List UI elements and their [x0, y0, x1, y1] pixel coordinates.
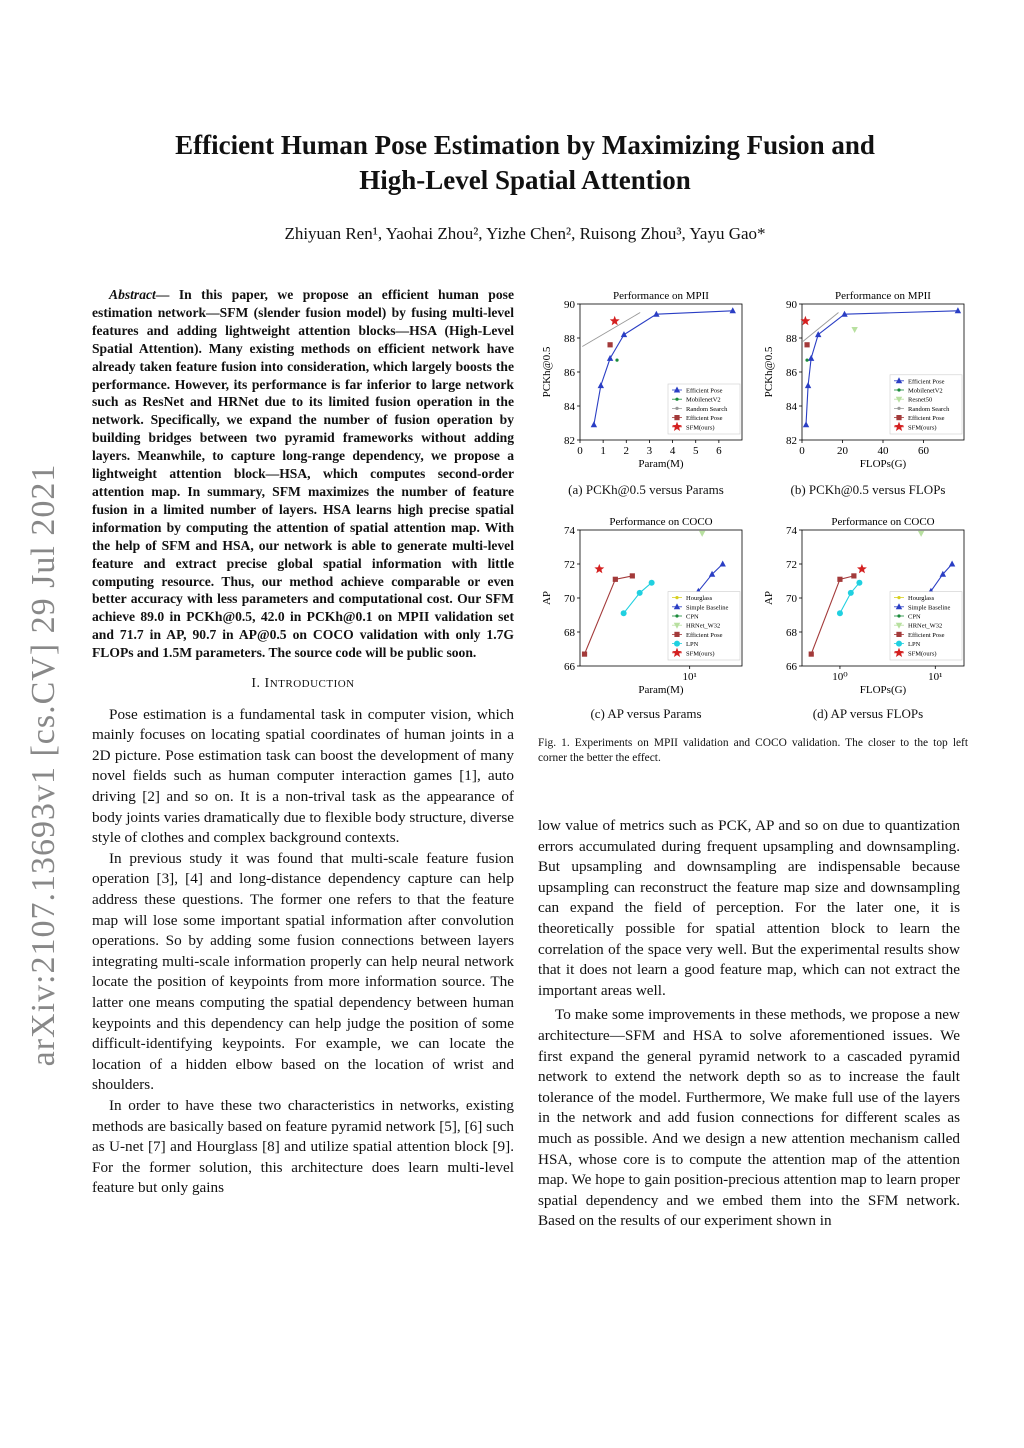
x-axis-label: FLOPs(G)	[859, 684, 907, 696]
abstract-label: Abstract—	[109, 287, 170, 302]
y-tick-label: 66	[564, 661, 575, 673]
data-point-efficient-pose	[730, 307, 736, 313]
y-axis-label: PCKh@0.5	[541, 346, 553, 398]
legend-entry: Simple Baseline	[908, 604, 951, 612]
right-paragraph-2: To make some improvements in these methods, we propose a new architecture—SFM and HSA to solve aforementioned issues. We first expand the general pyramid network to a cascaded pyramid network to extend the network depth so as to increase the fault tolerance of the model. Furthermore, We make full use of the layers in the network and add fusion connections for different scales as much as possible. And we design a new attention mechanism called HSA, whose core is to compute the attention map of the attention map. We hope to gain position-precious attention map to learn proper spatial dependency and we embed them into the SFM network. Based on the results of our experiment shown in	[538, 1006, 960, 1230]
legend-marker-lpn	[896, 641, 902, 647]
x-tick-label: 4	[669, 445, 676, 457]
right-column	[538, 816, 960, 1232]
data-point-efficient-pose	[591, 421, 597, 427]
data-point-lpn	[637, 590, 643, 596]
y-tick-label: 66	[786, 661, 797, 673]
legend-marker-mobilenetv2	[675, 398, 678, 401]
chart-title: Performance on MPII	[613, 290, 709, 302]
data-point-efficient-pose	[805, 382, 811, 388]
arxiv-stamp	[14, 460, 74, 1070]
series-line-lpn	[624, 583, 652, 614]
figure-1	[536, 286, 976, 766]
legend-marker-lpn	[674, 641, 680, 647]
data-point-efficient-pose	[804, 342, 809, 347]
x-axis-label: Param(M)	[638, 458, 684, 470]
paper-title	[100, 128, 950, 198]
legend-entry: Efficient Pose	[908, 631, 945, 639]
x-tick-label: 5	[692, 445, 699, 457]
chart-b	[758, 286, 978, 476]
legend-entry: SFM(ours)	[908, 650, 937, 658]
data-point-efficient-pose	[598, 382, 604, 388]
legend-entry: MobilenetV2	[908, 387, 943, 395]
data-point-efficient-pose	[607, 342, 612, 347]
y-tick-label: 82	[786, 435, 797, 447]
x-tick-label: 6	[716, 445, 722, 457]
legend-marker-cpn	[897, 614, 900, 617]
chart-title: Performance on COCO	[609, 516, 713, 528]
y-tick-label: 68	[564, 627, 575, 639]
data-point-lpn	[837, 610, 843, 616]
data-point-lpn	[649, 580, 655, 586]
left-column	[92, 286, 514, 1199]
legend-entry: Hourglass	[686, 595, 713, 603]
data-point-efficient-pose	[837, 577, 842, 582]
legend-entry: Efficient Pose	[686, 415, 723, 423]
data-point-mobilenetv2	[615, 359, 618, 362]
y-tick-label: 90	[564, 299, 575, 311]
legend-entry: CPN	[686, 613, 699, 621]
series-line-simple-baseline	[931, 564, 952, 591]
legend-marker-mobilenetv2	[897, 388, 900, 391]
section-title-initial: I	[264, 676, 270, 692]
legend-marker-efficient-pose	[674, 415, 679, 420]
legend-marker-random-search	[897, 407, 900, 410]
data-point-sfm-ours-	[610, 316, 620, 325]
data-point-efficient-pose	[803, 421, 809, 427]
legend-entry: SFM(ours)	[686, 650, 715, 658]
legend-entry: Simple Baseline	[686, 604, 729, 612]
y-tick-label: 86	[786, 367, 797, 379]
data-point-efficient-pose	[630, 573, 635, 578]
arxiv-id: arXiv:2107.13693v1 [cs.CV] 29 Jul 2021	[25, 463, 62, 1067]
y-axis-label: AP	[541, 590, 553, 606]
data-point-efficient-pose	[851, 573, 856, 578]
y-tick-label: 88	[786, 333, 797, 345]
legend-entry: Resnet50	[908, 396, 933, 404]
legend-entry: HRNet_W32	[908, 622, 943, 630]
legend-entry: LPN	[908, 641, 921, 649]
legend-marker-random-search	[675, 407, 678, 410]
figure-caption: Fig. 1. Experiments on MPII validation and COCO validation. The closer to the top left corner the better the effect.	[538, 737, 968, 764]
x-tick-label: 10¹	[928, 671, 943, 683]
x-axis-label: Param(M)	[638, 684, 684, 696]
legend-marker-hourglass	[675, 596, 678, 599]
legend-entry: Random Search	[686, 405, 728, 413]
chart-a	[536, 286, 756, 476]
y-tick-label: 84	[564, 401, 575, 413]
subcaption-d: (d) AP versus FLOPs	[812, 706, 924, 721]
x-tick-label: 40	[877, 445, 889, 457]
chart-c	[536, 512, 756, 702]
series-line-lpn	[840, 583, 860, 614]
data-point-efficient-pose	[815, 331, 821, 337]
legend-entry: SFM(ours)	[908, 424, 937, 432]
legend-entry: Efficient Pose	[686, 631, 723, 639]
x-tick-label: 60	[918, 445, 929, 457]
section-heading	[92, 674, 514, 695]
section-number: I.	[251, 676, 265, 692]
y-tick-label: 74	[786, 525, 797, 537]
legend-entry: Efficient Pose	[686, 387, 723, 395]
author-list: Zhiyuan Ren¹, Yaohai Zhou², Yizhe Chen², Ruisong Zhou³, Yayu Gao*	[284, 224, 766, 243]
data-point-lpn	[848, 590, 854, 596]
y-tick-label: 70	[564, 593, 575, 605]
y-axis-label: AP	[763, 590, 775, 606]
data-point-simple-baseline	[719, 561, 725, 567]
title-line-2: High-Level Spatial Attention	[359, 165, 691, 195]
data-point-efficient-pose	[582, 652, 587, 657]
legend-marker-efficient-pose	[896, 632, 901, 637]
data-point-lpn	[856, 580, 862, 586]
x-tick-label: 10¹	[682, 671, 697, 683]
subcaption-a: (a) PCKh@0.5 versus Params	[568, 482, 724, 497]
data-point-lpn	[621, 610, 627, 616]
subcaption-c: (c) AP versus Params	[590, 706, 702, 721]
data-point-efficient-pose	[607, 355, 613, 361]
left-paragraph-2: In previous study it was found that multi-scale feature fusion operation [3], [4] and long-distance dependency capture can help address these questions. The former one refers to that the feature map will lose some important spatial information after convolution operations. So by adding some fusion connections between layers integrating multi-scale information properly can help neural network locate the position of keypoints from more information source. The latter one means computing the spatial dependency between human keypoints and this dependency can help judge the position of some difficult-identifying keypoints. For example, we can locate the location of a hidden elbow based on the location of wrist and shoulders.	[92, 849, 514, 1094]
data-point-efficient-pose	[621, 331, 627, 337]
legend-marker-efficient-pose	[896, 415, 901, 420]
data-point-mobilenetv2	[805, 359, 808, 362]
x-tick-label: 10⁰	[832, 671, 848, 683]
y-tick-label: 90	[786, 299, 797, 311]
subcaption-b: (b) PCKh@0.5 versus FLOPs	[790, 482, 946, 497]
section-title-rest: NTRODUCTION	[269, 678, 355, 691]
x-tick-label: 3	[646, 445, 653, 457]
y-tick-label: 88	[564, 333, 575, 345]
chart-title: Performance on MPII	[835, 290, 931, 302]
y-axis-label: PCKh@0.5	[763, 346, 775, 398]
left-paragraph-1: Pose estimation is a fundamental task in computer vision, which mainly focuses on locating spatial coordinates of human joints in a 2D picture. Pose estimation task can boost the development of many novel fields such as human computer interaction games [1], auto driving [2] and so on. It is a non-trival task as the appearance of body joints varies dramatically due to flexible body structure, diverse style of clothes and complex background contexts.	[92, 705, 514, 847]
y-tick-label: 72	[786, 559, 797, 571]
data-point-hrnet-w32	[699, 531, 705, 537]
legend-entry: Hourglass	[908, 595, 935, 603]
legend-entry: Efficient Pose	[908, 415, 945, 423]
data-point-sfm-ours-	[857, 564, 867, 573]
x-tick-label: 0	[577, 445, 583, 457]
series-line-simple-baseline	[698, 564, 722, 591]
abstract-text: In this paper, we propose an efficient human pose estimation network—SFM (slender fusion model) by fusing multi-level features and adding lightweight attention blocks—HSA (High-Level Spatial Attention). Many existing methods on efficient network have already taken feature fusion into consideration, which largely boosts the performance. However, its performance is far inferior to large network such as ResNet and HRNet due to its limited fusion operation in the network. Specifically, we expand the number of fusion operation by building bridges between two pyramid frameworks without adding layers. Meanwhile, to capture long-range dependency, we propose a lightweight attention block—HSA, which computes second-order attention map. In summary, SFM maximizes the number of feature fusion in a limited number of layers. HSA learns high precise spatial information by computing the attention of spatial attention map. With the help of SFM and HSA, our network is able to generate multi-level feature and extract precise global spatial information with little computing resource. Thus, our method achieve comparable or even better accuracy with less parameters and computational cost. Our SFM achieve 89.0 in PCKh@0.5, 42.0 in PCKh@0.1 on MPII validation set and 71.7 in AP, 90.7 in AP@0.5 on COCO validation with only 1.7G FLOPs and 1.5M parameters. The source code will be public soon.	[92, 287, 514, 661]
legend-entry: LPN	[686, 641, 699, 649]
legend-marker-efficient-pose	[674, 632, 679, 637]
y-tick-label: 68	[786, 627, 797, 639]
legend-marker-cpn	[675, 614, 678, 617]
x-tick-label: 2	[623, 445, 630, 457]
y-tick-label: 86	[564, 367, 575, 379]
y-tick-label: 72	[564, 559, 575, 571]
right-paragraph-1: low value of metrics such as PCK, AP and so on due to quantization errors accumulated during frequent upsampling and downsampling. But upsampling and downsampling are indispensable because upsampling can reconstruct the feature map size and downsampling can expand the field of perception. For the later one, it is theoretically possible for spatial attention block to learn the correlation of the space very well. But the experimental results show that it does not learn a good feature map, which can not extract the important areas well.	[538, 817, 960, 999]
y-tick-label: 74	[564, 525, 575, 537]
title-line-1: Efficient Human Pose Estimation by Maximizing Fusion and	[175, 130, 875, 160]
left-paragraph-3: In order to have these two characteristics in networks, existing methods are basically based on feature pyramid network [5], [6] such as U-net [7] and Hourglass [8] and utilize spatial attention block [9]. For the former solution, this architecture does learn multi-level feature but only gains	[92, 1096, 514, 1197]
chart-d	[758, 512, 978, 702]
data-point-efficient-pose	[808, 355, 814, 361]
legend-entry: HRNet_W32	[686, 622, 721, 630]
x-tick-label: 20	[837, 445, 848, 457]
y-tick-label: 70	[786, 593, 797, 605]
legend-entry: Random Search	[908, 405, 950, 413]
series-line-efficient-pose	[811, 576, 854, 654]
data-point-efficient-pose	[613, 577, 618, 582]
data-point-sfm-ours-	[594, 564, 604, 573]
legend-entry: CPN	[908, 613, 921, 621]
legend-entry: SFM(ours)	[686, 424, 715, 432]
data-point-efficient-pose	[955, 307, 961, 313]
abstract	[92, 286, 514, 662]
data-point-simple-baseline	[949, 561, 955, 567]
x-tick-label: 0	[799, 445, 805, 457]
legend-entry: Efficient Pose	[908, 378, 945, 386]
data-point-hrnet-w32	[918, 531, 924, 537]
y-tick-label: 82	[564, 435, 575, 447]
data-point-efficient-pose	[809, 652, 814, 657]
legend-entry: MobilenetV2	[686, 396, 721, 404]
x-tick-label: 1	[600, 445, 606, 457]
legend-marker-hourglass	[897, 596, 900, 599]
data-point-resnet50	[851, 327, 857, 333]
x-axis-label: FLOPs(G)	[859, 458, 907, 470]
y-tick-label: 84	[786, 401, 797, 413]
chart-title: Performance on COCO	[831, 516, 935, 528]
